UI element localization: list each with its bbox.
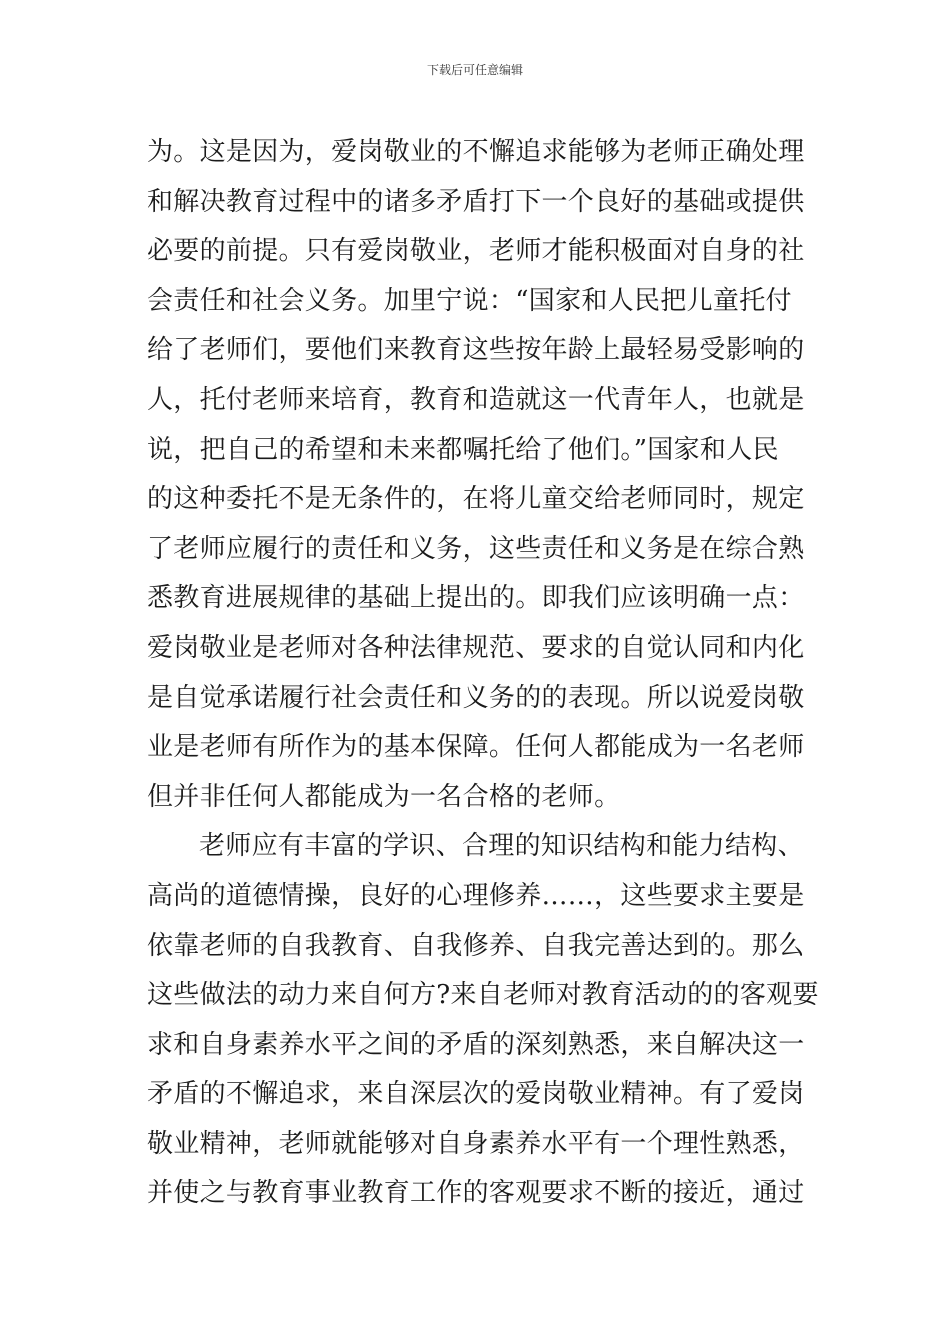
document-body	[147, 128, 819, 1219]
text-line: 但并非任何人都能成为一名合格的老师。	[147, 781, 621, 812]
text-line: 这些做法的动力来自何方?来自老师对教育活动的的客观要	[147, 980, 819, 1011]
paragraph-2	[147, 822, 819, 1219]
text-line: 爱岗敬业是老师对各种法律规范、要求的自觉认同和内化	[147, 632, 805, 663]
page-header: 下载后可任意编辑	[426, 63, 523, 77]
text-line: 给了老师们，要他们来教育这些按年龄上最轻易受影响的	[147, 335, 805, 366]
text-line: 业是老师有所作为的基本保障。任何人都能成为一名老师	[147, 732, 805, 763]
text-line: 为。这是因为，爱岗敬业的不懈追求能够为老师正确处理	[147, 137, 805, 167]
text-line: 的这种委托不是无条件的，在将儿童交给老师同时，规定	[147, 484, 805, 515]
text-line: 高尚的道德情操，良好的心理修养……，这些要求主要是	[147, 880, 805, 911]
text-line: 人，托付老师来培育，教育和造就这一代青年人，也就是	[147, 384, 805, 415]
paragraph-1	[147, 128, 807, 822]
text-line: 矛盾的不懈追求，来自深层次的爱岗敬业精神。有了爱岗	[147, 1079, 805, 1110]
text-line-indented: 老师应有丰富的学识、合理的知识结构和能力结构、	[199, 831, 804, 862]
text-line: 说，把自己的希望和未来都嘱托给了他们。”国家和人民	[147, 434, 779, 465]
text-line: 了老师应履行的责任和义务，这些责任和义务是在综合熟	[147, 533, 805, 564]
text-line: 依靠老师的自我教育、自我修养、自我完善达到的。那么	[147, 930, 805, 961]
text-line: 并使之与教育事业教育工作的客观要求不断的接近，通过	[147, 1178, 805, 1209]
text-line: 和解决教育过程中的诸多矛盾打下一个良好的基础或提供	[147, 186, 805, 217]
text-line: 敬业精神，老师就能够对自身素养水平有一个理性熟悉，	[147, 1128, 805, 1159]
text-line: 悉教育进展规律的基础上提出的。即我们应该明确一点：	[147, 583, 805, 614]
text-line: 必要的前提。只有爱岗敬业，老师才能积极面对自身的社	[147, 236, 805, 267]
text-line: 是自觉承诺履行社会责任和义务的的表现。所以说爱岗敬	[147, 682, 805, 713]
text-line: 求和自身素养水平之间的矛盾的深刻熟悉，来自解决这一	[147, 1029, 805, 1060]
text-line: 会责任和社会义务。加里宁说：“国家和人民把儿童托付	[147, 285, 792, 316]
